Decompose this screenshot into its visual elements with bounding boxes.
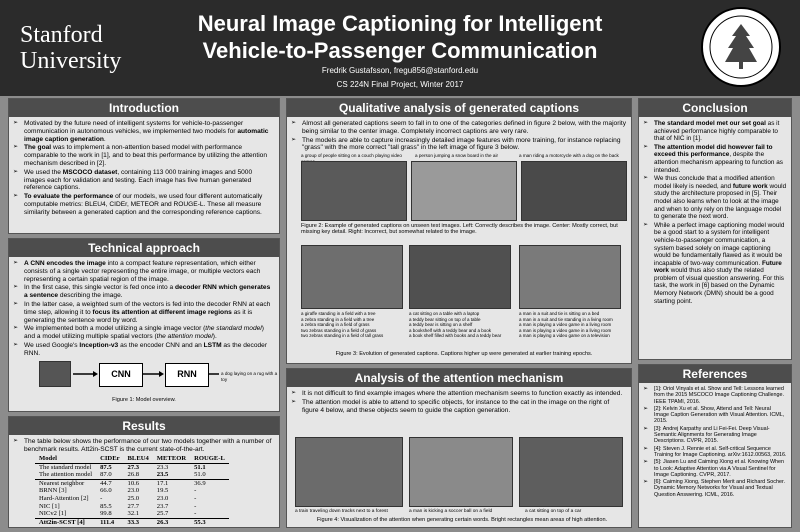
logo-line1: Stanford: [20, 22, 103, 48]
results-heading: Results: [9, 417, 279, 435]
table-cell: 51.0: [194, 471, 206, 479]
fig2-image-center: [411, 161, 517, 221]
column-header: METEOR: [153, 455, 190, 463]
cnn-block: CNN: [99, 363, 143, 387]
conclusion-list: [643, 120, 787, 305]
list-item: ➢ Almost all generated captions seem to fall in to one of the categories defined in figure 2 below, with the majority being similar to the center image. Completely incorrect captions are very rare.: [291, 120, 627, 136]
fig4-label-3: a cat sitting on top of a car: [525, 509, 582, 514]
table-row: [35, 518, 229, 526]
table-cell: BRNN [3]: [39, 487, 67, 495]
references-body: [643, 386, 787, 499]
caption-line: a cat sitting on a table with a laptop: [409, 311, 480, 316]
qualitative-heading: Qualitative analysis of generated captions: [287, 99, 631, 117]
table-cell: -: [100, 494, 103, 502]
table-row: [35, 471, 229, 479]
conclusion-heading: Conclusion: [639, 99, 791, 117]
logo-line2: University: [20, 48, 122, 74]
results-body: [13, 438, 275, 455]
caption-line: a zebra standing in a field with a tree: [301, 316, 375, 322]
caption-line: a man in a suit and tie standing in a living room: [519, 316, 613, 322]
poster-title: [150, 10, 650, 64]
fig4-label-1: a train traveling down tracks next to a forest: [295, 509, 388, 514]
introduction-body: [13, 120, 275, 218]
fig3-captions-col1: [301, 311, 407, 339]
conclusion-body: [643, 120, 787, 306]
qualitative-list: [291, 120, 627, 152]
references-list: [643, 386, 787, 498]
table-cell: 17.1: [156, 479, 169, 487]
fig3-captions-col3: [519, 311, 631, 339]
figure2-caption: Figure 2: Example of generated captions on unseen test images. Left: Correctly describes the image. Center: Mostly correct, but missing key detail. Right: Incorrect, but somewhat related to the image.: [301, 223, 618, 236]
list-item: ➢ In the first case, this single vector is fed once into a decoder RNN which generates a sentence describing the image.: [13, 284, 275, 300]
table-header-row: [35, 455, 229, 463]
rnn-block: RNN: [165, 363, 209, 387]
caption-line: a book shelf filled with books and a teddy bear: [409, 333, 502, 339]
course-info: CS 224N Final Project, Winter 2017: [336, 80, 464, 89]
list-item: ➢ We used the MSCOCO dataset, containing 113 000 training images and 5000 images each for validation and testing. Each image has five human generated reference captions.: [13, 169, 275, 192]
results-section: [8, 416, 280, 528]
attention-list: [291, 390, 627, 414]
list-item: ➢ In the latter case, a weighted sum of the vectors is fed into the decoder RNN at each time step, allowing it to focus its attention at different image regions as it is generating the sentence word by word.: [13, 301, 275, 324]
caption-line: a man in a suit and tie is sitting on a bed: [519, 311, 600, 316]
fig2-label-3: a man riding a motorcycle with a dog on the back: [519, 153, 619, 158]
results-table-body: [35, 463, 229, 526]
table-cell: -: [194, 494, 197, 502]
model-input-image: [39, 361, 71, 387]
fig3-image-zebras: [301, 245, 403, 309]
table-cell: -: [194, 502, 197, 510]
caption-line: a bookshelf with a teddy bear and a book: [409, 327, 492, 333]
table-cell: 99.8: [100, 510, 112, 518]
conclusion-section: [638, 98, 792, 360]
table-cell: 85.5: [100, 502, 112, 510]
table-cell: 23.3: [156, 463, 169, 471]
figure3-caption: Figure 3: Evolution of generated captions. Captions higher up were generated at earlier training epochs.: [335, 351, 593, 357]
table-cell: 19.5: [156, 487, 169, 495]
introduction-list: [13, 120, 275, 217]
table-cell: 32.1: [127, 510, 140, 518]
attention-heading: Analysis of the attention mechanism: [287, 369, 631, 387]
table-cell: 66.0: [100, 487, 112, 495]
fig2-label-2: a person jumping a snow board in the air: [415, 153, 498, 158]
fig2-image-right: [521, 161, 627, 221]
fig3-image-bookshelf: [409, 245, 511, 309]
caption-line: a man is playing a video game in a living room: [519, 322, 612, 328]
table-cell: 23.0: [127, 487, 140, 495]
reference-item: ➢ [5]: Jiasen Lu and Caiming Xiong et al. Knowing When to Look: Adaptive Attention via A Visual Sentinel for Image Captioning. CVPR, 2017.: [643, 459, 787, 478]
list-item: ➢ Motivated by the future need of intelligent systems for vehicle-to-passenger communication in autonomous vehicles, we implemented two models for automatic image caption generation.: [13, 120, 275, 143]
table-cell: The attention model: [39, 471, 93, 479]
reference-item: ➢ [3]: Andrej Karpathy and Li Fei-Fei. Deep Visual-Semantic Alignments for Generating Image Descriptions. CVPR, 2015.: [643, 426, 787, 445]
reference-item: ➢ [4]: Steven J. Rennie et al. Self-critical Sequence Training for Image Captioning. arXiv:1612.00563, 2016.: [643, 446, 787, 459]
caption-line: a teddy bear is sitting on a shelf: [409, 322, 473, 328]
table-cell: Att2in-SCST [4]: [39, 518, 85, 526]
reference-item: ➢ [6]: Caiming Xiong, Stephen Merit and Richard Socher. Dynamic Memory Networks for Visual and Textual Question Answering. ICML, 2016.: [643, 479, 787, 498]
qualitative-body: [291, 120, 627, 153]
fig2-image-left: [301, 161, 407, 221]
list-item: ➢ We used Google's Inception-v3 as the encoder CNN and an LSTM as the decoder RNN.: [13, 342, 275, 358]
fig2-label-1: a group of people sitting on a couch playing video: [301, 153, 402, 158]
fig4-image-cat: [519, 437, 623, 507]
introduction-section: [8, 98, 280, 234]
poster-header: [0, 0, 800, 96]
list-item: ➢ The table below shows the performance of our two models together with a number of benchmark results. Att2in-SCST is the current state-of-the-art.: [13, 438, 275, 454]
attention-body: [291, 390, 627, 415]
table-cell: 87.5: [100, 463, 112, 471]
fig4-image-train: [295, 437, 403, 507]
caption-line: a teddy bear sitting on top of a table: [409, 316, 481, 322]
column-header: Model: [35, 455, 96, 463]
table-cell: 23.5: [156, 471, 169, 479]
table-cell: -: [194, 487, 197, 495]
table-cell: 44.7: [100, 479, 112, 487]
qualitative-section: [286, 98, 632, 364]
table-cell: Hard-Attention [2]: [39, 494, 89, 502]
table-row: [35, 510, 229, 518]
table-cell: 111.4: [100, 518, 115, 526]
fig3-image-man: [519, 245, 621, 309]
authors: Fredrik Gustafsson, fregu856@stanford.edu: [321, 66, 479, 75]
reference-item: ➢ [1]: Oriol Vinyals et al. Show and Tell: Lessons learned from the 2015 MSCOCO Image Captioning Challenge. IEEE TPAMI, 2016.: [643, 386, 787, 405]
table-cell: 55.3: [194, 518, 206, 526]
figure4-caption: Figure 4: Visualization of the attention when generating certain words. Bright rectangles mean areas of high attention.: [316, 517, 608, 523]
technical-list: [13, 260, 275, 358]
table-row: [35, 503, 229, 511]
stanford-seal-icon: [700, 6, 782, 88]
fig4-label-2: a man is kicking a soccer ball on a field: [409, 509, 493, 514]
table-cell: 25.0: [127, 494, 140, 502]
technical-approach-heading: Technical approach: [9, 239, 279, 257]
caption-line: a zebra standing in a field of grass: [301, 322, 370, 328]
table-cell: 87.0: [100, 471, 112, 479]
table-row: [35, 495, 229, 503]
caption-line: two zebras standing in a field of tall grass: [301, 333, 384, 339]
references-section: [638, 364, 792, 528]
table-row: [35, 479, 229, 487]
table-cell: NIC [1]: [39, 502, 60, 510]
list-item: ➢ The standard model met our set goal as it achieved performance highly comparable to that of NIC in [1].: [643, 120, 787, 143]
list-item: ➢ The goal was to implement a non-attention based model with performance comparable to the work in [1], and to beat this performance by utilizing the attention mechanism described in [2].: [13, 144, 275, 167]
results-list: [13, 438, 275, 454]
table-cell: Nearest neighbor: [39, 479, 85, 487]
column-header: ROUGE-L: [190, 455, 229, 463]
list-item: ➢ The models are able to capture increasingly detailed image features with more training, for instance replacing "grass" with the more correct "tall grass" in the left image of figure 3 below.: [291, 137, 627, 153]
table-cell: 23.7: [156, 502, 169, 510]
references-heading: References: [639, 365, 791, 383]
caption-line: a giraffe standing in a field with a tree: [301, 311, 376, 316]
caption-line: a man is playing a video game in a living room: [519, 327, 612, 333]
table-cell: 36.9: [194, 479, 206, 487]
table-cell: 26.8: [127, 471, 140, 479]
table-cell: 10.6: [127, 479, 140, 487]
stanford-logo: [20, 22, 121, 74]
reference-item: ➢ [2]: Kelvin Xu et al. Show, Attend and Tell: Neural Image Caption Generation with Visual Attention. ICML, 2015.: [643, 406, 787, 425]
table-cell: 27.7: [127, 502, 140, 510]
attention-section: [286, 368, 632, 528]
technical-approach-section: [8, 238, 280, 412]
table-cell: 33.3: [127, 518, 140, 526]
table-cell: 26.3: [156, 518, 169, 526]
table-row: [35, 487, 229, 495]
list-item: ➢ While a perfect image captioning model would be a good start to a system for intelligent vehicle-to-passenger communication, a system based solely on image captioning would be fundamentally flawed as it would be incapable of two-way communication. Future work would thus also study the related problem of visual question answering. For this task, the work in [6] based on the Dynamic Memory Network (DMN) should be a good starting point.: [643, 222, 787, 306]
title-line2: Vehicle-to-Passenger Communication: [202, 38, 598, 63]
table-cell: 27.3: [127, 463, 140, 471]
column-header: CIDEr: [96, 455, 123, 463]
table-cell: 25.7: [156, 510, 169, 518]
table-row: [35, 463, 229, 471]
title-line1: Neural Image Captioning for Intelligent: [197, 11, 603, 36]
column-header: BLEU4: [124, 455, 153, 463]
table-cell: NICv2 [1]: [39, 510, 67, 518]
list-item: ➢ We thus conclude that a modified attention model likely is needed, and future work would study the architecture proposed in [5]. Their model also learns when to look at the image and when to only rely on the language model to generate the next word.: [643, 175, 787, 221]
model-output-caption: a dog laying on a rug with a toy: [221, 371, 278, 383]
list-item: ➢ The attention model did however fail to exceed this performance, despite the attention mechanism appearing to function as intended.: [643, 144, 787, 174]
table-cell: -: [194, 510, 197, 518]
list-item: ➢ A CNN encodes the image into a compact feature representation, which either consists of a single vector representing the entire image, or multiple vectors each representing a certain spatial region of the image.: [13, 260, 275, 283]
list-item: ➢ To evaluate the performance of our models, we used four different automatically computable metrics: BLEU4, CIDEr, METEOR and ROUGE-L. These all measure similarity between a generated caption and the corresponding reference captions.: [13, 193, 275, 216]
table-cell: The standard model: [39, 463, 92, 471]
results-table: [35, 455, 229, 526]
table-cell: 23.0: [156, 494, 169, 502]
table-cell: 51.1: [194, 463, 206, 471]
fig4-image-soccer: [409, 437, 513, 507]
caption-line: two zebras standing in a field of grass: [301, 327, 377, 333]
technical-body: [13, 260, 275, 359]
list-item: ➢ It is not difficult to find example images where the attention mechanism seems to function exactly as intended.: [291, 390, 627, 398]
fig3-captions-col2: [409, 311, 519, 339]
caption-line: a man is playing a video game on a television: [519, 333, 610, 339]
list-item: ➢ The attention model is able to attend to specific objects, for instance to the cat in the image on the right of figure 4 below, and these objects seem to guide the caption generation.: [291, 399, 627, 415]
figure1-caption: Figure 1: Model overview.: [112, 397, 176, 403]
list-item: ➢ We implemented both a model utilizing a single image vector (the standard model) and a model utilizing multiple spatial vectors (the attention model).: [13, 325, 275, 341]
introduction-heading: Introduction: [9, 99, 279, 117]
